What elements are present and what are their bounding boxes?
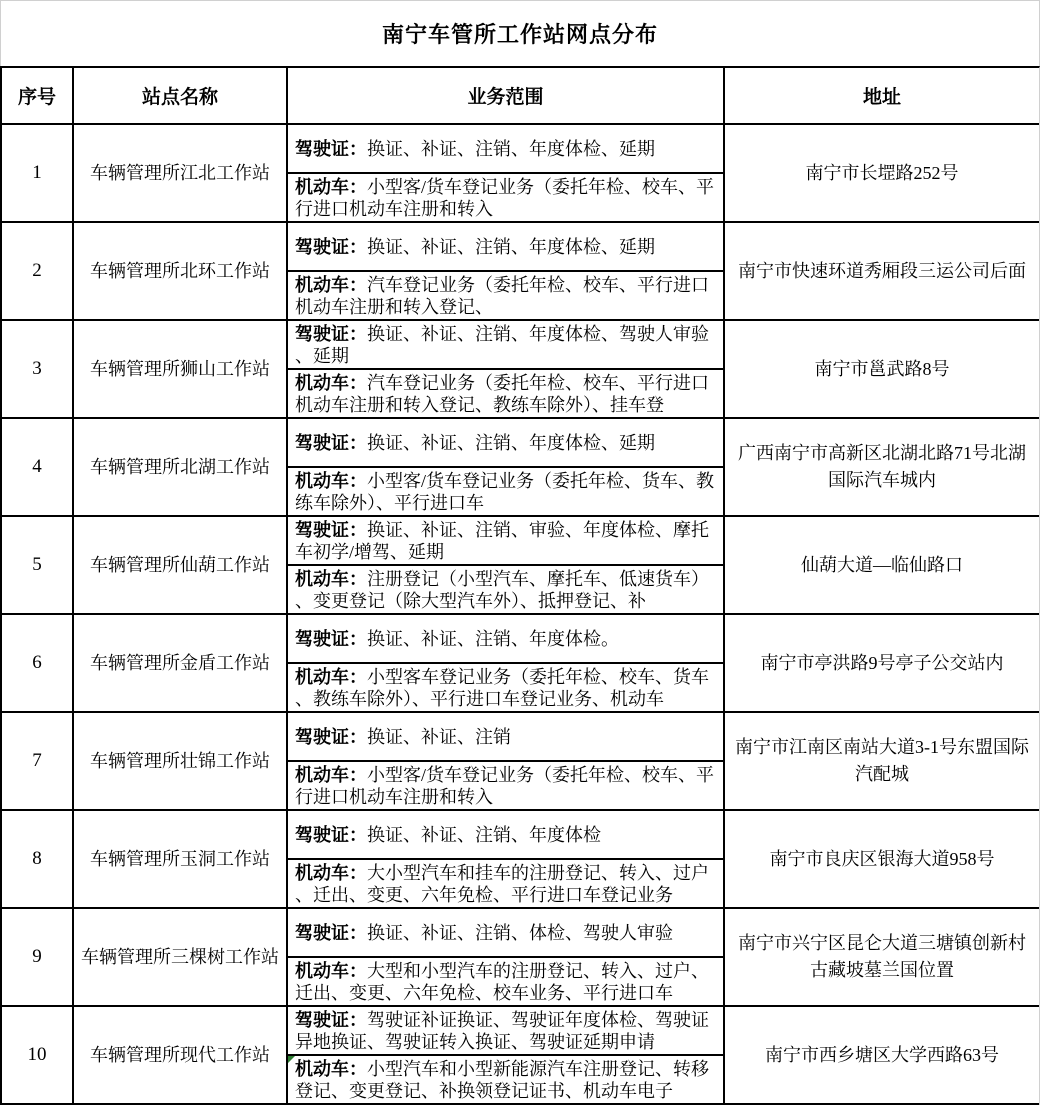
document-title: 南宁车管所工作站网点分布 <box>0 0 1040 66</box>
row-number-cell: 3 <box>32 358 42 379</box>
business-scope-cell <box>286 1007 723 1103</box>
row-number-cell: 8 <box>32 848 42 869</box>
address-cell: 仙葫大道—临仙路口 <box>723 517 1039 613</box>
driver-license-label: 驾驶证： <box>295 519 367 540</box>
driver-license-entry <box>288 125 723 172</box>
column-header-business-scope: 业务范围 <box>286 68 723 123</box>
business-scope-cell <box>286 419 723 515</box>
table-row <box>2 419 1039 517</box>
table-row <box>2 811 1039 909</box>
motor-vehicle-entry <box>288 760 723 809</box>
business-scope-cell <box>286 811 723 907</box>
driver-license-text: 驾驶证：换证、补证、注销、体检、驾驶人审验 <box>295 922 673 943</box>
motor-vehicle-label: 机动车： <box>295 372 367 393</box>
motor-vehicle-label: 机动车： <box>295 470 367 491</box>
motor-vehicle-text: 机动车：小型客/货车登记业务（委托年检、货车、教练车除外）、平行进口车 <box>295 470 714 513</box>
driver-license-label: 驾驶证： <box>295 323 367 344</box>
motor-vehicle-label: 机动车： <box>295 764 367 785</box>
table-row <box>2 223 1039 321</box>
station-name-cell: 车辆管理所金盾工作站 <box>72 615 286 711</box>
motor-vehicle-entry <box>288 1054 723 1103</box>
table-row <box>2 321 1039 419</box>
driver-license-entry <box>288 1007 723 1054</box>
motor-vehicle-text: 机动车：汽车登记业务（委托年检、校车、平行进口机动车注册和转入登记、教练车除外）、挂车登 <box>295 372 709 415</box>
driver-license-label: 驾驶证： <box>295 432 367 453</box>
address-cell: 南宁市江南区南站大道3-1号东盟国际汽配城 <box>723 713 1039 809</box>
motor-vehicle-text: 机动车：汽车登记业务（委托年检、校车、平行进口机动车注册和转入登记、 <box>295 274 709 317</box>
address-cell: 南宁市西乡塘区大学西路63号 <box>723 1007 1039 1103</box>
driver-license-entry <box>288 419 723 466</box>
table-header-row <box>2 68 1039 125</box>
motor-vehicle-label: 机动车： <box>295 274 367 295</box>
address-cell: 广西南宁市高新区北湖北路71号北湖国际汽车城内 <box>723 419 1039 515</box>
driver-license-entry <box>288 811 723 858</box>
table-row <box>2 125 1039 223</box>
driver-license-text: 驾驶证：驾驶证补证换证、驾驶证年度体检、驾驶证异地换证、驾驶证转入换证、驾驶证延期申请 <box>295 1009 709 1052</box>
business-scope-cell <box>286 909 723 1005</box>
station-name-cell: 车辆管理所仙葫工作站 <box>72 517 286 613</box>
driver-license-label: 驾驶证： <box>295 628 367 649</box>
motor-vehicle-entry <box>288 956 723 1005</box>
motor-vehicle-entry <box>288 564 723 613</box>
table-row <box>2 1007 1039 1105</box>
address-cell: 南宁市快速环道秀厢段三运公司后面 <box>723 223 1039 319</box>
driver-license-label: 驾驶证： <box>295 824 367 845</box>
station-name-cell: 车辆管理所壮锦工作站 <box>72 713 286 809</box>
address-cell: 南宁市长堽路252号 <box>723 125 1039 221</box>
motor-vehicle-entry <box>288 858 723 907</box>
motor-vehicle-label: 机动车： <box>295 666 367 687</box>
station-name-cell: 车辆管理所现代工作站 <box>72 1007 286 1103</box>
motor-vehicle-entry <box>288 270 723 319</box>
driver-license-entry <box>288 909 723 956</box>
motor-vehicle-text: 机动车：小型客/货车登记业务（委托年检、校车、平行进口机动车注册和转入 <box>295 176 714 219</box>
motor-vehicle-text: 机动车：小型客/货车登记业务（委托年检、校车、平行进口机动车注册和转入 <box>295 764 714 807</box>
business-scope-cell <box>286 615 723 711</box>
driver-license-entry <box>288 713 723 760</box>
driver-license-text: 驾驶证：换证、补证、注销、年度体检。 <box>295 628 619 649</box>
station-name-cell: 车辆管理所三棵树工作站 <box>72 909 286 1005</box>
motor-vehicle-entry <box>288 466 723 515</box>
business-scope-cell <box>286 125 723 221</box>
row-number-cell: 6 <box>32 652 42 673</box>
driver-license-text: 驾驶证：换证、补证、注销、年度体检、延期 <box>295 138 655 159</box>
driver-license-entry <box>288 517 723 564</box>
motor-vehicle-label: 机动车： <box>295 176 367 197</box>
motor-vehicle-entry <box>288 172 723 221</box>
driver-license-text: 驾驶证：换证、补证、注销 <box>295 726 511 747</box>
motor-vehicle-text: 机动车：大小型汽车和挂车的注册登记、转入、过户、迁出、变更、六年免检、平行进口车登记业务 <box>295 862 709 905</box>
business-scope-cell <box>286 321 723 417</box>
driver-license-text: 驾驶证：换证、补证、注销、年度体检、驾驶人审验、延期 <box>295 323 709 366</box>
row-number-cell: 1 <box>32 162 42 183</box>
table-body <box>2 125 1039 1105</box>
address-cell: 南宁市兴宁区昆仑大道三塘镇创新村古藏坡墓兰国位置 <box>723 909 1039 1005</box>
driver-license-label: 驾驶证： <box>295 138 367 159</box>
station-name-cell: 车辆管理所北湖工作站 <box>72 419 286 515</box>
column-header-no: 序号 <box>17 87 56 108</box>
row-number-cell: 5 <box>32 554 42 575</box>
station-name-cell: 车辆管理所江北工作站 <box>72 125 286 221</box>
driver-license-text: 驾驶证：换证、补证、注销、年度体检 <box>295 824 601 845</box>
motor-vehicle-label: 机动车： <box>295 862 367 883</box>
driver-license-entry <box>288 223 723 270</box>
driver-license-label: 驾驶证： <box>295 922 367 943</box>
driver-license-entry <box>288 321 723 368</box>
column-header-station-name: 站点名称 <box>72 68 286 123</box>
motor-vehicle-label: 机动车： <box>295 568 367 589</box>
table-row <box>2 615 1039 713</box>
motor-vehicle-entry <box>288 368 723 417</box>
driver-license-entry <box>288 615 723 662</box>
row-number-cell: 4 <box>32 456 42 477</box>
driver-license-label: 驾驶证： <box>295 236 367 257</box>
row-number-cell: 10 <box>27 1044 47 1065</box>
table-row <box>2 713 1039 811</box>
cell-error-marker-icon <box>288 1056 295 1063</box>
address-cell: 南宁市良庆区银海大道958号 <box>723 811 1039 907</box>
motor-vehicle-text: 机动车：小型客车登记业务（委托年检、校车、货车、教练车除外）、平行进口车登记业务、机动车 <box>295 666 709 709</box>
address-cell: 南宁市邕武路8号 <box>723 321 1039 417</box>
driver-license-text: 驾驶证：换证、补证、注销、审验、年度体检、摩托车初学/增驾、延期 <box>295 519 709 562</box>
motor-vehicle-entry <box>288 662 723 711</box>
stations-table <box>0 66 1040 1105</box>
motor-vehicle-text: 机动车：大型和小型汽车的注册登记、转入、过户、迁出、变更、六年免检、校车业务、平行进口车 <box>295 960 709 1003</box>
motor-vehicle-text: 机动车：小型汽车和小型新能源汽车注册登记、转移登记、变更登记、补换领登记证书、机动车电子 <box>295 1058 709 1101</box>
station-name-cell: 车辆管理所狮山工作站 <box>72 321 286 417</box>
row-number-cell: 9 <box>32 946 42 967</box>
station-name-cell: 车辆管理所玉洞工作站 <box>72 811 286 907</box>
column-header-address: 地址 <box>723 68 1039 123</box>
driver-license-text: 驾驶证：换证、补证、注销、年度体检、延期 <box>295 432 655 453</box>
motor-vehicle-label: 机动车： <box>295 1058 367 1079</box>
business-scope-cell <box>286 517 723 613</box>
row-number-cell: 2 <box>32 260 42 281</box>
driver-license-label: 驾驶证： <box>295 726 367 747</box>
business-scope-cell <box>286 223 723 319</box>
row-number-cell: 7 <box>32 750 42 771</box>
motor-vehicle-label: 机动车： <box>295 960 367 981</box>
table-row <box>2 909 1039 1007</box>
driver-license-label: 驾驶证： <box>295 1009 367 1030</box>
station-name-cell: 车辆管理所北环工作站 <box>72 223 286 319</box>
driver-license-text: 驾驶证：换证、补证、注销、年度体检、延期 <box>295 236 655 257</box>
address-cell: 南宁市亭洪路9号亭子公交站内 <box>723 615 1039 711</box>
motor-vehicle-text: 机动车：注册登记（小型汽车、摩托车、低速货车）、变更登记（除大型汽车外）、抵押登记、补 <box>295 568 700 611</box>
table-row <box>2 517 1039 615</box>
business-scope-cell <box>286 713 723 809</box>
